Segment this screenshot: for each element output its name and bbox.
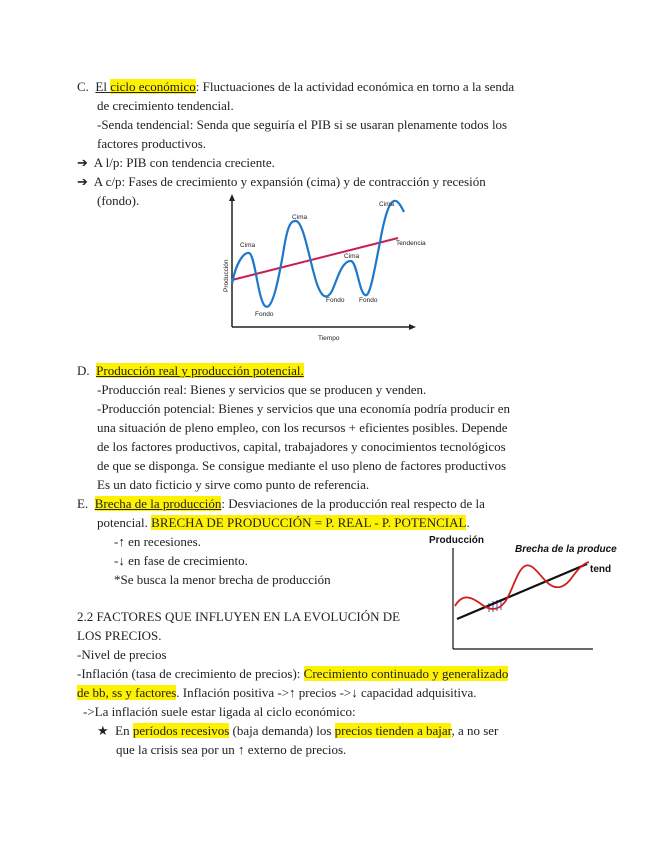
label-cima-4: Cima — [379, 201, 395, 208]
x-axis-arrow-icon — [409, 324, 416, 330]
section-d-line-6: Es un dato ficticio y sirve como punto de referencia. — [97, 477, 370, 492]
arrow-icon: ➔ — [77, 174, 88, 189]
section-c-bullet-cp: ➔ A c/p: Fases de crecimiento y expansión (cima) y de contracción y recesión — [77, 174, 486, 189]
output-gap-chart — [425, 532, 615, 658]
section-d-title: Producción real y producción potencial. — [96, 363, 304, 378]
section-22-heading-2: LOS PRECIOS. — [77, 628, 162, 643]
section-c-title-line — [77, 77, 514, 96]
section-22-ciclo-line: ->La inflación suele estar ligada al ciclo económico: — [83, 704, 356, 719]
section-22-star-bullet: ★ En períodos recesivos (baja demanda) los precios tienden a bajar, a no ser — [97, 723, 499, 738]
section-d-letter: D. — [77, 363, 90, 378]
section-c-line-4: factores productivos. — [97, 136, 207, 151]
section-c-senda-tendencial: -Senda tendencial: Senda que seguiría el PIB si se usaran plenamente todos los — [97, 117, 508, 132]
label-tendencia: Tendencia — [396, 240, 426, 247]
arrow-icon: ➔ — [77, 155, 88, 170]
output-gap-formula: BRECHA DE PRODUCCIÓN = P. REAL - P. POTENCIAL — [151, 515, 467, 530]
section-22-star-bullet-line-2: que la crisis sea por un ↑ externo de precios. — [116, 742, 347, 757]
section-d-line-3: una situación de pleno empleo, con los recursos + eficientes posibles. Depende — [97, 420, 508, 435]
inflation-definition: Crecimiento continuado y generalizado — [303, 666, 509, 681]
y-axis-arrow-icon — [229, 194, 235, 201]
section-e-line-3: -↑ en recesiones. — [114, 534, 201, 549]
label-fondo-1: Fondo — [255, 311, 274, 318]
section-c-title: El ciclo económico — [95, 79, 196, 94]
section-22-inflacion-line-2: de bb, ss y factores. Inflación positiva ->↑ precios ->↓ capacidad adquisitiva. — [77, 685, 477, 700]
section-22-heading-1: 2.2 FACTORES QUE INFLUYEN EN LA EVOLUCIÓN DE — [77, 609, 401, 624]
section-c-bullet-lp: ➔ A l/p: PIB con tendencia creciente. — [77, 155, 275, 170]
gap-chart-title: Brecha de la produce — [515, 544, 617, 555]
label-fondo-2: Fondo — [326, 297, 345, 304]
label-cima-3: Cima — [344, 253, 360, 260]
section-e-title: Brecha de la producción — [94, 496, 222, 511]
star-icon: ★ — [97, 723, 109, 738]
business-cycle-chart — [220, 192, 426, 344]
section-e-formula-line: potencial. BRECHA DE PRODUCCIÓN = P. REAL - P. POTENCIAL. — [97, 515, 470, 530]
section-22-inflacion-line: -Inflación (tasa de crecimiento de precios): Crecimiento continuado y generalizado — [77, 666, 509, 681]
y-axis-label: Producción — [223, 259, 230, 292]
section-e-title-line: E. Brecha de la producción: Desviaciones de la producción real respecto de la — [77, 496, 485, 511]
section-c-line-7: (fondo). — [97, 193, 140, 208]
gap-trend-label: tend — [590, 564, 612, 575]
section-c-letter: C. — [77, 79, 89, 94]
gap-trend-line — [457, 564, 587, 619]
cycle-wave — [232, 201, 404, 307]
section-d-line-2: -Producción potencial: Bienes y servicios que una economía podría producir en — [97, 401, 510, 416]
section-d-line-5: de que se disponga. Se consigue mediante el uso pleno de factores productivos — [97, 458, 507, 473]
section-d-line-4: de los factores productivos, capital, trabajadores y conocimientos tecnológicos — [97, 439, 506, 454]
section-c-definition: : Fluctuaciones de la actividad económica en torno a la senda — [195, 79, 515, 94]
section-c-line-2: de crecimiento tendencial. — [97, 98, 234, 113]
label-fondo-3: Fondo — [359, 297, 378, 304]
section-e-letter: E. — [77, 496, 89, 511]
section-e-line-5: *Se busca la menor brecha de producción — [114, 572, 331, 587]
label-cima-2: Cima — [292, 214, 308, 221]
section-d-title-line — [77, 361, 304, 380]
gap-y-axis-label: Producción — [429, 535, 485, 546]
label-cima-1: Cima — [240, 242, 256, 249]
x-axis-label: Tiempo — [318, 335, 340, 342]
section-e-line-4: -↓ en fase de crecimiento. — [114, 553, 248, 568]
section-d-line-1: -Producción real: Bienes y servicios que se producen y venden. — [97, 382, 427, 397]
gap-wave — [455, 562, 589, 609]
section-22-nivel-precios: -Nivel de precios — [77, 647, 167, 662]
